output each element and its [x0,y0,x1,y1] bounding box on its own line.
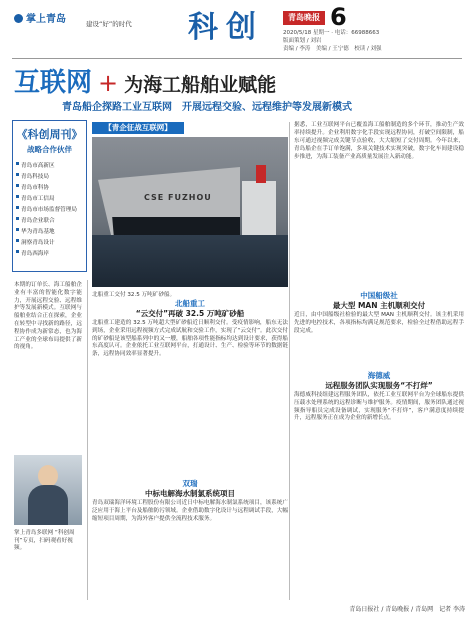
partner-item: 青岛市工信局 [13,192,86,203]
story-kicker: 海德威 [367,371,391,380]
bullet-icon [16,173,19,176]
bullet-icon [16,206,19,209]
main-headline [14,62,464,98]
bullet-icon [16,162,19,165]
story-body: 北船重工建造的 32.5 万吨超大型矿砂船近日顺利交付。受疫情影响，船东无法到场，企业采用远程视频方式完成试航和交验工作，实现了“云交付”。此次交付的矿砂船是该型船系列中的又一艘，船舶各项性能指标均达到设计要求，获得船东高度认可。企业依托工业互联网平台，打通设计、生产、检验等环节的数据链条，远程协同效率显著提升。 [92,320,288,358]
story-body: 海德威科技组建远程服务团队，依托工业互联网平台为全球船东提供压载水处理系统的远程诊断与维护服务。疫情期间，服务团队通过视频指导船员完成设备调试，实现服务“不打烊”，客户满意度持续提升，远程服务正在成为企业的新增长点。 [294,392,464,422]
bullet-icon [16,184,19,187]
partner-item: 青岛科技局 [13,170,86,181]
column-divider [289,122,290,600]
story-kicker: 双瑞 [182,479,198,488]
app-logo[interactable] [14,10,66,25]
partner-item: 青岛市高新区 [13,159,86,170]
bullet-icon [16,217,19,220]
story-title: 中标电解海水制氯系统项目 [145,489,235,498]
partner-panel [12,120,87,272]
partner-item: 青岛企业联合 [13,214,86,225]
story-title: 远程服务团队实现服务“不打烊” [325,381,433,390]
logo-icon [14,14,23,23]
partner-item: 青岛市科协 [13,181,86,192]
brand-name: 掌上青岛 [26,14,66,25]
photo-caption: 北船重工交付 32.5 万吨矿砂船。 [92,292,176,298]
paper-name-badge: 青岛晚报 [283,11,325,25]
column-divider [87,280,88,600]
ship-photo: CSE FUZHOU [92,137,288,287]
reporter-photo [14,455,82,525]
left-column-text: 本期的订单长、海工船舶企业有丰富的智能化数字能力，开展远程交验、远程维护等发展新模式。互联网与船舶业结合正在探索，企业在转型中寻找新的路径，远程协作成为新常态，也为海工产业的全球布局提供了新的视角。 [14,282,82,351]
issue-editors: 责编 / 李涛 美编 / 王宁德 校读 / 刘强 [283,46,382,52]
page-footer: 青岛日报社 / 青岛晚报 / 青岛网 记者 李涛 [349,606,465,613]
headline-sub: 为海工船舶业赋能 [124,74,277,96]
issue-info [283,29,382,53]
partner-item: 青岛西海岸 [13,247,86,258]
story-title: “云交付”再破 32.5 万吨矿砂船 [135,309,245,318]
header-divider [12,58,462,59]
bullet-icon [16,250,19,253]
slogan: 建设“好”的时代 [86,20,132,28]
qr-caption: 掌上青岛多联网 “科创周刊”专页，扫码观看好视频。 [14,530,75,552]
partner-item: 青岛市市场监督管理局 [13,203,86,214]
partner-item: 华为青岛基地 [13,225,86,236]
section-title: 科创 [188,10,264,45]
issue-date: 2020/5/18 星期一 · 电话：66988663 [283,30,380,36]
right-column-text: 据悉，工业互联网平台已覆盖海工船舶制造的多个环节，推动生产效率持续提升。企业利用数字化手段实现远程协同，打破空间限制，船东可通过视频完成关键节点验收，大大缩短了交付周期。今年以来，青岛船企在手订单饱满，多项关键技术实现突破，数字化车间建设稳步推进，为海工装备产业高质量发展注入新动能。 [294,122,464,160]
partner-panel-subtitle: 战略合作伙伴 [27,145,72,154]
headline-main: 互联网 [14,68,93,98]
story-title: 最大型 MAN 主机顺利交付 [332,301,426,310]
story-kicker: 中国船级社 [360,291,398,300]
bullet-icon [16,239,19,242]
masthead [0,0,475,60]
bullet-icon [16,228,19,231]
headline-deck: 青岛船企探路工业互联网 开展远程交验、远程维护等发展新模式 [62,102,352,113]
story-body: 青岛双瑞海洋环境工程股份有限公司近日中标电解海水制氯系统项目，该系统广泛应用于海上平台及船舶防污领域。企业借助数字化设计与远程调试手段，大幅缩短项目周期，为海外客户提供全流程技术服务。 [92,500,288,522]
partner-item: 洞察青岛设计 [13,236,86,247]
bullet-icon [16,195,19,198]
issue-planner: 版面策划 / 刘岩 [283,38,322,44]
column-tag: 【青企征战互联网】 [92,122,184,134]
headline-plus: + [98,69,119,97]
page-number: 6 [330,3,347,31]
story-body: 近日，由中国船级社检验的最大型 MAN 主机顺利交付。该主机采用先进的电控技术，各项指标均满足规范要求，检验全过程借助远程手段完成。 [294,312,464,334]
partner-panel-title: 《科创周刊》 [16,128,83,141]
story-kicker: 北船重工 [175,299,205,308]
